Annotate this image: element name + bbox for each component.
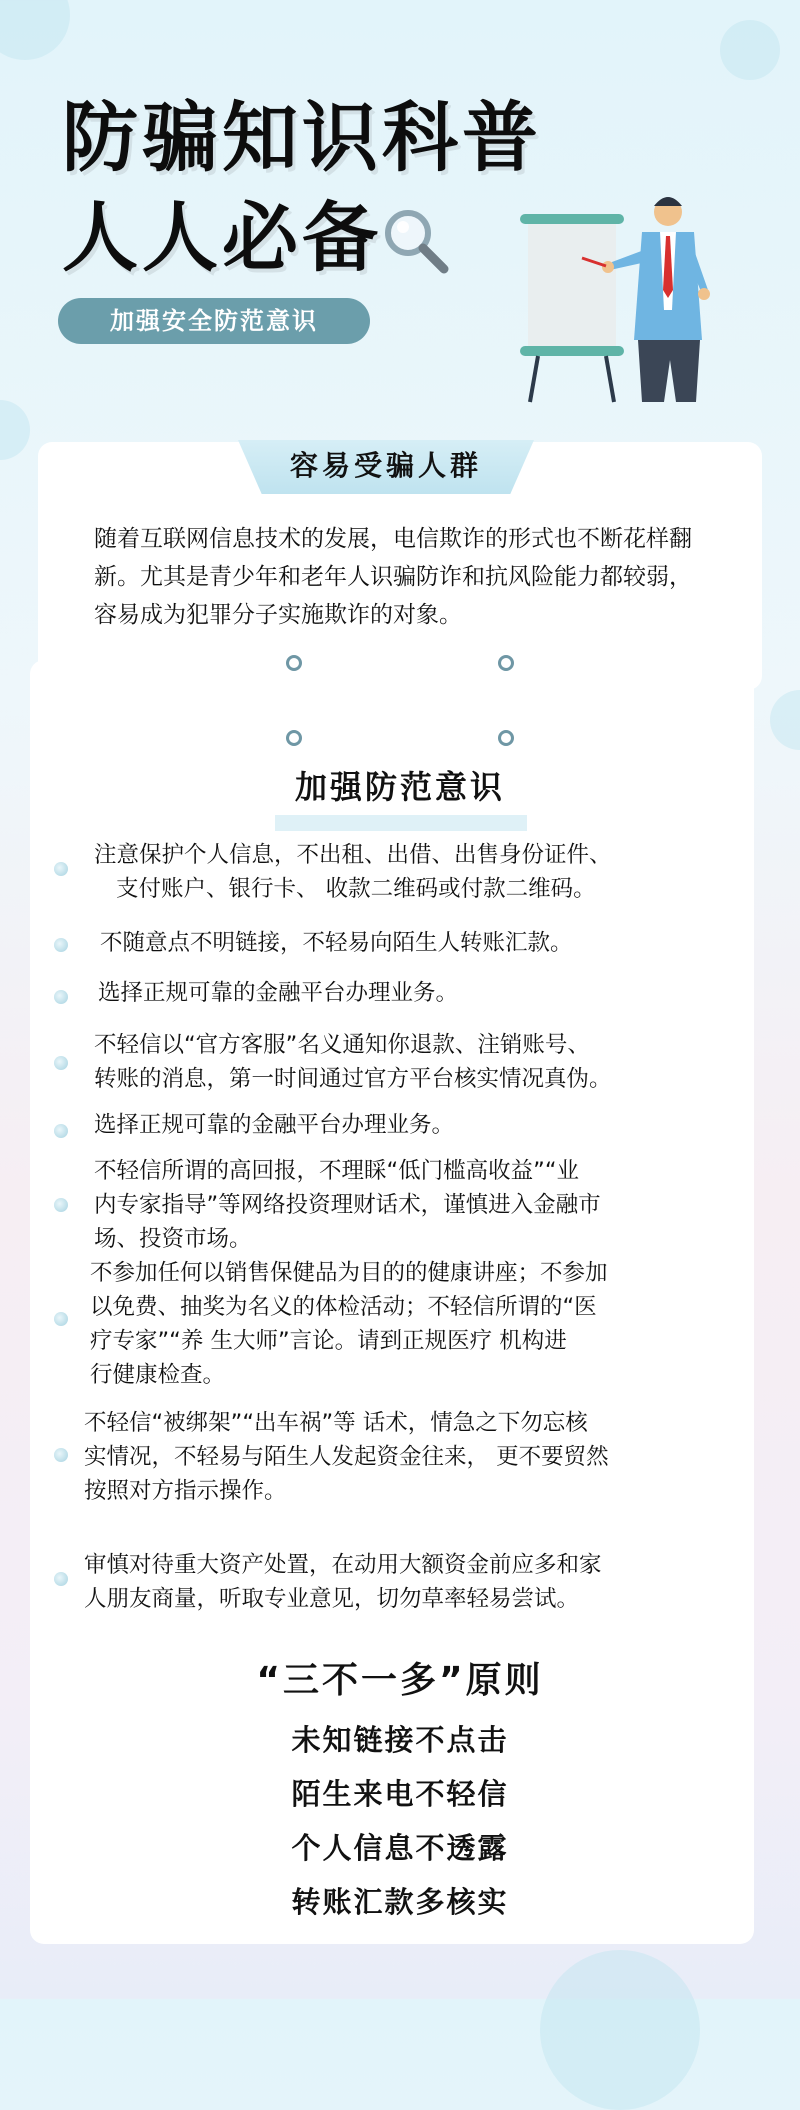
- section1-body: 随着互联网信息技术的发展，电信欺诈的形式也不断花样翻新。尤其是青少年和老年人识骗防诈和抗风险能力都较弱，容易成为犯罪分子实施欺诈的对象。: [94, 526, 692, 628]
- principle-item: 未知链接不点击: [291, 1723, 509, 1757]
- bullet-dot-icon: [54, 990, 68, 1004]
- presenter-illustration-icon: [520, 190, 720, 405]
- background-bubble: [0, 0, 70, 60]
- hero-title-line1: 防骗知识科普: [62, 93, 542, 182]
- item-line: 内专家指导”等网络投资理财话术，谨慎进入金融市: [94, 1192, 601, 1218]
- principle-item: 陌生来电不轻信: [291, 1777, 509, 1811]
- item-line: 不轻信以“官方客服”名义通知你退款、注销账号、: [94, 1032, 590, 1058]
- binder-ring-icon: [286, 655, 302, 671]
- item-line: 选择正规可靠的金融平台办理业务。: [98, 980, 459, 1006]
- magnifier-icon: [380, 205, 452, 277]
- binder-ring-icon: [498, 730, 514, 746]
- item-line: 疗专家”“养 生大师”言论。请到正规医疗 机构进: [90, 1328, 567, 1354]
- item-line: 人朋友商量，听取专业意见，切勿草率轻易尝试。: [84, 1586, 580, 1612]
- bullet-dot-icon: [54, 1448, 68, 1462]
- item-line: 不参加任何以销售保健品为目的的健康讲座；不参加: [90, 1260, 608, 1286]
- item-line: 不轻信“被绑架”“出车祸”等 话术，情急之下勿忘核: [84, 1410, 588, 1436]
- background-bubble: [540, 1950, 700, 2110]
- bullet-dot-icon: [54, 938, 68, 952]
- item-line: 不轻信所谓的高回报，不理睬“低门槛高收益”“业: [94, 1158, 579, 1184]
- principle-item: 个人信息不透露: [291, 1831, 509, 1865]
- principles-title: “三不一多”原则: [256, 1660, 544, 1701]
- item-line: 支付账户、银行卡、 收款二维码或付款二维码。: [116, 876, 596, 902]
- background-bubble: [0, 400, 30, 460]
- binder-ring-icon: [498, 655, 514, 671]
- section1-title: 容易受骗人群: [289, 449, 482, 482]
- item-line: 场、投资市场。: [94, 1226, 252, 1252]
- item-line: 转账的消息，第一时间通过官方平台核实情况真伪。: [94, 1066, 612, 1092]
- item-line: 实情况，不轻易与陌生人发起资金往来， 更不要贸然: [84, 1444, 609, 1470]
- bullet-dot-icon: [54, 1312, 68, 1326]
- subtitle-pill: 加强安全防范意识: [58, 298, 370, 344]
- section2-title-underline: [275, 815, 527, 831]
- section2-title: 加强防范意识: [294, 768, 505, 806]
- item-line: 行健康检查。: [90, 1362, 226, 1388]
- item-line: 注意保护个人信息，不出租、出借、出售身份证件、: [94, 842, 612, 868]
- bullet-dot-icon: [54, 1124, 68, 1138]
- hero-title-line2: 人人必备: [62, 193, 382, 282]
- binder-ring-icon: [286, 730, 302, 746]
- bullet-dot-icon: [54, 1056, 68, 1070]
- bullet-dot-icon: [54, 1572, 68, 1586]
- principle-item: 转账汇款多核实: [291, 1885, 509, 1919]
- bullet-dot-icon: [54, 1198, 68, 1212]
- item-line: 不随意点不明链接，不轻易向陌生人转账汇款。: [100, 930, 573, 956]
- item-line: 按照对方指示操作。: [84, 1478, 287, 1504]
- bullet-dot-icon: [54, 862, 68, 876]
- item-line: 审慎对待重大资产处置，在动用大额资金前应多和家: [84, 1552, 602, 1578]
- item-line: 选择正规可靠的金融平台办理业务。: [94, 1112, 455, 1138]
- background-bubble: [770, 690, 800, 750]
- background-bubble: [720, 20, 780, 80]
- item-line: 以免费、抽奖为名义的体检活动；不轻信所谓的“医: [90, 1294, 597, 1320]
